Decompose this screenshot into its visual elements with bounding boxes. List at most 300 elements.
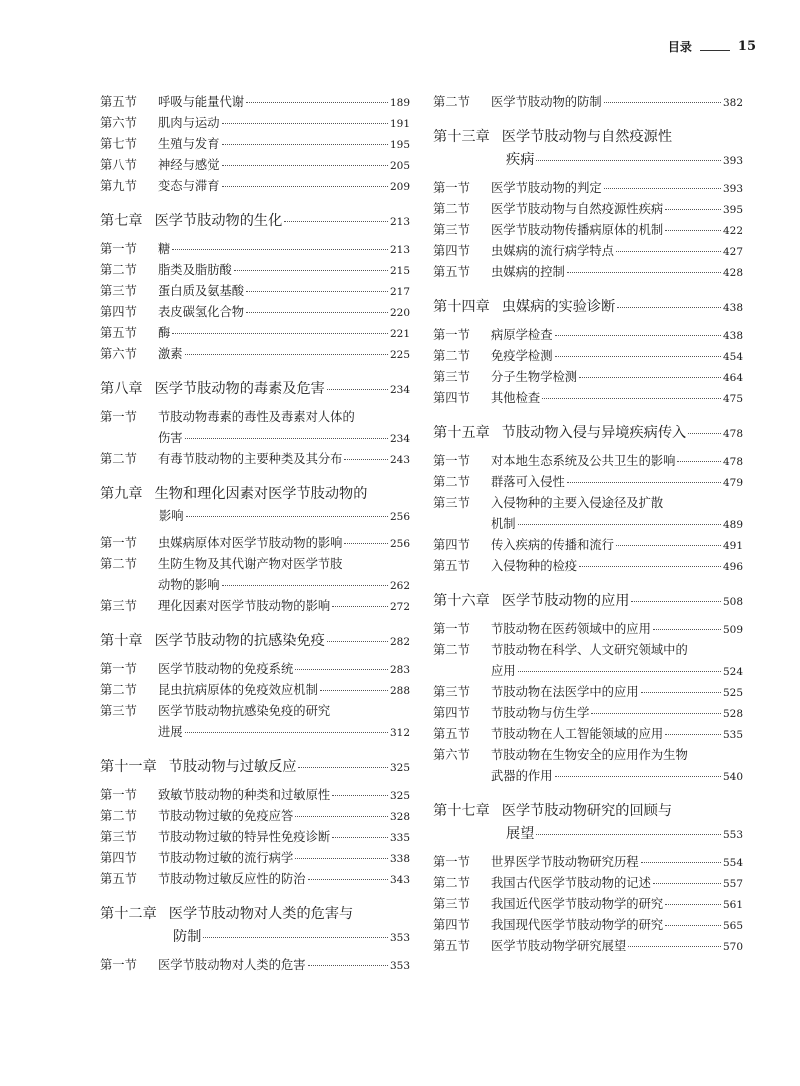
page-ref: 234: [389, 433, 410, 445]
chapter-title: 医学节肢动物的毒素及危害: [154, 381, 325, 397]
leader-dots: [567, 272, 721, 273]
chapter-title-cont: 防制: [173, 929, 202, 945]
leader-dots: [222, 186, 388, 187]
section-label: 第一节: [100, 410, 137, 424]
leader-dots: [308, 965, 388, 966]
section-title: 群落可入侵性: [491, 475, 565, 489]
toc-right-column: [433, 92, 743, 957]
section-label: 第一节: [100, 788, 137, 802]
section-title: 节肢动物与仿生学: [491, 706, 590, 720]
section-title: 入侵物种的主要入侵途径及扩散: [491, 496, 664, 510]
section-label: 第五节: [433, 265, 470, 279]
toc-section[interactable]: [100, 176, 410, 197]
leader-dots: [295, 816, 388, 817]
leader-dots: [185, 438, 388, 439]
page-ref: 438: [722, 330, 743, 342]
section-label: 第一节: [433, 181, 470, 195]
leader-dots: [628, 946, 721, 947]
toc-section[interactable]: [433, 262, 743, 283]
chapter-label: 第十四章: [433, 299, 490, 315]
page-ref: 282: [389, 636, 410, 648]
toc-left-column: [100, 92, 410, 976]
toc-section[interactable]: [100, 533, 410, 554]
chapter-label: 第九章: [100, 486, 143, 502]
page-ref: 395: [722, 204, 743, 216]
section-title-cont: 武器的作用: [491, 769, 553, 783]
page-ref: 475: [722, 393, 743, 405]
chapter-title: 生物和理化因素对医学节肢动物的: [154, 486, 368, 502]
header-rule: [700, 50, 730, 51]
toc-section[interactable]: [433, 92, 743, 113]
page-ref: 353: [389, 932, 410, 944]
leader-dots: [327, 641, 388, 642]
leader-dots: [591, 713, 721, 714]
section-title: 入侵物种的检疫: [491, 559, 578, 573]
section-label: 第四节: [100, 305, 137, 319]
toc-section[interactable]: [433, 873, 743, 894]
section-title: 节肢动物在生物安全的应用作为生物: [491, 748, 688, 762]
page-ref: 272: [389, 601, 410, 613]
section-label: 第三节: [100, 599, 137, 613]
page-ref: 256: [389, 538, 410, 550]
chapter-label: 第十章: [100, 633, 143, 649]
toc-section[interactable]: [100, 449, 410, 470]
toc-section[interactable]: [100, 302, 410, 323]
page-ref: 213: [389, 216, 410, 228]
section-title: 世界医学节肢动物研究历程: [491, 855, 639, 869]
leader-dots: [665, 904, 721, 905]
toc-section-continuation[interactable]: [433, 514, 743, 535]
section-title: 有毒节肢动物的主要种类及其分布: [158, 452, 343, 466]
leader-dots: [172, 333, 388, 334]
section-label: 第二节: [100, 557, 137, 571]
section-title: 理化因素对医学节肢动物的影响: [158, 599, 331, 613]
page-ref: 489: [722, 519, 743, 531]
section-label: 第二节: [433, 349, 470, 363]
page-ref: 570: [722, 941, 743, 953]
leader-dots: [222, 165, 388, 166]
section-title-cont: 机制: [491, 517, 516, 531]
leader-dots: [246, 291, 388, 292]
leader-dots: [665, 209, 721, 210]
toc-section[interactable]: [433, 178, 743, 199]
section-title: 生殖与发育: [158, 137, 220, 151]
toc-chapter-continuation[interactable]: [100, 926, 410, 949]
chapter-title: 虫媒病的实验诊断: [501, 299, 616, 315]
page-ref: 215: [389, 265, 410, 277]
toc-chapter[interactable]: [100, 756, 410, 779]
leader-dots: [295, 669, 388, 670]
section-label: 第六节: [100, 347, 137, 361]
toc-chapter[interactable]: [433, 422, 743, 445]
page-ref: 438: [722, 302, 743, 314]
leader-dots: [653, 883, 721, 884]
leader-dots: [246, 102, 388, 103]
chapter-title: 医学节肢动物的抗感染免疫: [154, 633, 325, 649]
toc-section[interactable]: [433, 535, 743, 556]
page-ref: 478: [722, 456, 743, 468]
section-title: 我国近代医学节肢动物学的研究: [491, 897, 664, 911]
toc-chapter[interactable]: [100, 483, 410, 506]
toc-chapter[interactable]: [433, 296, 743, 319]
section-title: 传入疾病的传播和流行: [491, 538, 614, 552]
toc-section[interactable]: [433, 367, 743, 388]
toc-section[interactable]: [433, 619, 743, 640]
leader-dots: [555, 335, 721, 336]
toc-section-continuation[interactable]: [433, 661, 743, 682]
toc-section-continuation[interactable]: [100, 575, 410, 596]
page-ref: 225: [389, 349, 410, 361]
section-label: 第三节: [433, 685, 470, 699]
leader-dots: [536, 834, 721, 835]
page-ref: 565: [722, 920, 743, 932]
page-ref: 479: [722, 477, 743, 489]
toc-chapter[interactable]: [433, 126, 743, 149]
section-label: 第一节: [100, 662, 137, 676]
section-title: 节肢动物过敏的特异性免疫诊断: [158, 830, 331, 844]
page-ref: 509: [722, 624, 743, 636]
toc-section[interactable]: [100, 680, 410, 701]
page-ref: 561: [722, 899, 743, 911]
page-ref: 243: [389, 454, 410, 466]
section-label: 第三节: [100, 704, 137, 718]
section-title: 虫媒病原体对医学节肢动物的影响: [158, 536, 343, 550]
section-label: 第六节: [433, 748, 470, 762]
page-ref: 195: [389, 139, 410, 151]
page-ref: 393: [722, 155, 743, 167]
toc-chapter[interactable]: [100, 630, 410, 653]
section-label: 第一节: [433, 328, 470, 342]
leader-dots: [641, 692, 721, 693]
section-title-cont: 伤害: [158, 431, 183, 445]
page-ref: 338: [389, 853, 410, 865]
toc-section[interactable]: [433, 703, 743, 724]
section-label: 第一节: [100, 536, 137, 550]
section-title: 神经与感觉: [158, 158, 220, 172]
toc-section[interactable]: [100, 239, 410, 260]
toc-section[interactable]: [433, 682, 743, 703]
toc-section[interactable]: [100, 701, 410, 722]
leader-dots: [186, 516, 388, 517]
section-label: 第三节: [100, 284, 137, 298]
section-title: 变态与滞育: [158, 179, 220, 193]
section-title: 其他检查: [491, 391, 541, 405]
chapter-label: 第十三章: [433, 129, 490, 145]
toc-section[interactable]: [100, 407, 410, 428]
section-title: 病原学检查: [491, 328, 553, 342]
page-ref: 454: [722, 351, 743, 363]
toc-section[interactable]: [100, 113, 410, 134]
page-ref: 353: [389, 960, 410, 972]
section-title: 免疫学检测: [491, 349, 553, 363]
leader-dots: [518, 524, 721, 525]
leader-dots: [542, 398, 721, 399]
leader-dots: [653, 629, 721, 630]
leader-dots: [665, 925, 721, 926]
chapter-label: 第十六章: [433, 593, 490, 609]
section-title-cont: 应用: [491, 664, 516, 678]
section-label: 第二节: [100, 809, 137, 823]
section-title: 肌肉与运动: [158, 116, 220, 130]
section-label: 第二节: [100, 452, 137, 466]
toc-section[interactable]: [433, 640, 743, 661]
page-ref: 262: [389, 580, 410, 592]
section-title: 医学节肢动物的防制: [491, 95, 602, 109]
section-label: 第二节: [433, 95, 470, 109]
section-label: 第五节: [100, 95, 137, 109]
section-label: 第三节: [433, 897, 470, 911]
toc-section[interactable]: [433, 915, 743, 936]
toc-section[interactable]: [433, 325, 743, 346]
chapter-title-cont: 疾病: [506, 152, 535, 168]
chapter-title: 节肢动物入侵与异境疾病传入: [501, 425, 687, 441]
section-title-cont: 动物的影响: [158, 578, 220, 592]
toc-section[interactable]: [433, 220, 743, 241]
toc-section[interactable]: [433, 936, 743, 957]
section-title: 节肢动物毒素的毒性及毒素对人体的: [158, 410, 355, 424]
leader-dots: [688, 433, 721, 434]
leader-dots: [234, 270, 388, 271]
section-label: 第二节: [433, 202, 470, 216]
leader-dots: [332, 795, 388, 796]
section-label: 第三节: [100, 830, 137, 844]
toc-section[interactable]: [433, 346, 743, 367]
section-title: 节肢动物在科学、人文研究领域中的: [491, 643, 688, 657]
chapter-label: 第十一章: [100, 759, 157, 775]
page-ref: 427: [722, 246, 743, 258]
section-title: 虫媒病的流行病学特点: [491, 244, 614, 258]
page-ref: 553: [722, 829, 743, 841]
toc-section[interactable]: [100, 134, 410, 155]
section-label: 第四节: [433, 918, 470, 932]
section-label: 第四节: [433, 706, 470, 720]
toc-section[interactable]: [433, 894, 743, 915]
leader-dots: [518, 671, 721, 672]
leader-dots: [579, 566, 721, 567]
leader-dots: [677, 461, 720, 462]
section-title: 节肢动物在人工智能领域的应用: [491, 727, 664, 741]
leader-dots: [308, 879, 388, 880]
page-ref: 220: [389, 307, 410, 319]
page-ref: 528: [722, 708, 743, 720]
toc-section[interactable]: [433, 388, 743, 409]
leader-dots: [631, 601, 720, 602]
section-label: 第八节: [100, 158, 137, 172]
page-ref: 221: [389, 328, 410, 340]
page-ref: 422: [722, 225, 743, 237]
toc-section[interactable]: [100, 92, 410, 113]
toc-section[interactable]: [100, 827, 410, 848]
section-label: 第一节: [433, 855, 470, 869]
leader-dots: [185, 732, 388, 733]
toc-section[interactable]: [433, 241, 743, 262]
section-label: 第三节: [433, 370, 470, 384]
section-label: 第四节: [433, 244, 470, 258]
toc-chapter-continuation[interactable]: [433, 149, 743, 172]
page-ref: 496: [722, 561, 743, 573]
leader-dots: [344, 543, 387, 544]
leader-dots: [332, 837, 388, 838]
chapter-label: 第十七章: [433, 803, 490, 819]
toc-section[interactable]: [100, 659, 410, 680]
section-title: 医学节肢动物的免疫系统: [158, 662, 294, 676]
toc-section[interactable]: [100, 596, 410, 617]
leader-dots: [604, 102, 721, 103]
section-title: 呼吸与能量代谢: [158, 95, 245, 109]
chapter-label: 第十二章: [100, 906, 157, 922]
toc-section[interactable]: [100, 848, 410, 869]
toc-section[interactable]: [100, 785, 410, 806]
section-title: 虫媒病的控制: [491, 265, 565, 279]
page-ref: 189: [389, 97, 410, 109]
chapter-title-cont: 影响: [159, 509, 184, 523]
section-title: 节肢动物过敏的流行病学: [158, 851, 294, 865]
section-label: 第一节: [100, 958, 137, 972]
page-ref: 393: [722, 183, 743, 195]
section-title: 脂类及脂肪酸: [158, 263, 232, 277]
section-label: 第一节: [100, 242, 137, 256]
toc-chapter-continuation[interactable]: [100, 506, 410, 527]
toc-section[interactable]: [100, 806, 410, 827]
leader-dots: [555, 776, 721, 777]
section-title: 我国现代医学节肢动物学的研究: [491, 918, 664, 932]
toc-section-continuation[interactable]: [100, 722, 410, 743]
page-ref: 525: [722, 687, 743, 699]
toc-section[interactable]: [433, 199, 743, 220]
toc-chapter[interactable]: [433, 590, 743, 613]
toc-section[interactable]: [433, 745, 743, 766]
toc-section[interactable]: [100, 554, 410, 575]
toc-section[interactable]: [433, 472, 743, 493]
chapter-title: 医学节肢动物的生化: [154, 213, 283, 229]
section-title: 激素: [158, 347, 183, 361]
section-title-cont: 进展: [158, 725, 183, 739]
page-ref: 540: [722, 771, 743, 783]
section-label: 第七节: [100, 137, 137, 151]
page-ref: 205: [389, 160, 410, 172]
section-title: 医学节肢动物与自然疫源性疾病: [491, 202, 664, 216]
chapter-title: 医学节肢动物的应用: [501, 593, 630, 609]
chapter-title-cont: 展望: [506, 826, 535, 842]
section-title: 节肢动物过敏反应性的防治: [158, 872, 306, 886]
leader-dots: [203, 937, 388, 938]
leader-dots: [555, 356, 721, 357]
section-label: 第五节: [433, 727, 470, 741]
section-title: 节肢动物过敏的免疫应答: [158, 809, 294, 823]
toc-section[interactable]: [100, 281, 410, 302]
chapter-title: 医学节肢动物研究的回顾与: [501, 803, 673, 819]
section-label: 第五节: [433, 939, 470, 953]
section-label: 第四节: [433, 538, 470, 552]
leader-dots: [185, 354, 388, 355]
toc-section[interactable]: [433, 852, 743, 873]
section-title: 酶: [158, 326, 171, 340]
leader-dots: [332, 606, 388, 607]
page-ref: 524: [722, 666, 743, 678]
chapter-label: 第十五章: [433, 425, 490, 441]
toc-section[interactable]: [100, 155, 410, 176]
section-title: 医学节肢动物抗感染免疫的研究: [158, 704, 331, 718]
page-ref: 554: [722, 857, 743, 869]
toc-chapter-continuation[interactable]: [433, 823, 743, 846]
toc-section[interactable]: [100, 260, 410, 281]
section-title: 蛋白质及氨基酸: [158, 284, 245, 298]
page-ref: 478: [722, 428, 743, 440]
toc-section-continuation[interactable]: [433, 766, 743, 787]
section-label: 第四节: [433, 391, 470, 405]
toc-section[interactable]: [100, 323, 410, 344]
page-ref: 535: [722, 729, 743, 741]
chapter-title: 节肢动物与过敏反应: [168, 759, 297, 775]
section-label: 第三节: [433, 223, 470, 237]
running-header: [668, 38, 756, 55]
leader-dots: [665, 230, 721, 231]
leader-dots: [641, 862, 721, 863]
page-ref: 557: [722, 878, 743, 890]
section-label: 第九节: [100, 179, 137, 193]
section-title: 节肢动物在法医学中的应用: [491, 685, 639, 699]
section-label: 第二节: [433, 643, 470, 657]
toc-chapter[interactable]: [433, 800, 743, 823]
header-title: 目录: [667, 40, 692, 54]
page-ref: 256: [389, 511, 410, 523]
section-title: 分子生物学检测: [491, 370, 578, 384]
section-label: 第一节: [433, 454, 470, 468]
leader-dots: [617, 307, 721, 308]
page-ref: 428: [722, 267, 743, 279]
section-title: 我国古代医学节肢动物的记述: [491, 876, 651, 890]
section-label: 第二节: [433, 475, 470, 489]
page-ref: 312: [389, 727, 410, 739]
section-title: 表皮碳氢化合物: [158, 305, 245, 319]
leader-dots: [246, 312, 388, 313]
section-label: 第五节: [433, 559, 470, 573]
toc-section[interactable]: [433, 556, 743, 577]
leader-dots: [222, 123, 388, 124]
toc-section[interactable]: [100, 344, 410, 365]
leader-dots: [665, 734, 721, 735]
toc-section[interactable]: [433, 493, 743, 514]
leader-dots: [295, 858, 388, 859]
page-ref: 213: [389, 244, 410, 256]
toc-chapter[interactable]: [100, 210, 410, 233]
section-label: 第五节: [100, 326, 137, 340]
section-label: 第五节: [100, 872, 137, 886]
section-label: 第六节: [100, 116, 137, 130]
page-ref: 335: [389, 832, 410, 844]
page-ref: 217: [389, 286, 410, 298]
leader-dots: [604, 188, 721, 189]
section-label: 第二节: [100, 263, 137, 277]
toc-chapter[interactable]: [100, 903, 410, 926]
page-ref: 491: [722, 540, 743, 552]
chapter-title: 医学节肢动物与自然疫源性: [501, 129, 673, 145]
page-ref: 328: [389, 811, 410, 823]
toc-chapter[interactable]: [100, 378, 410, 401]
section-title: 医学节肢动物学研究展望: [491, 939, 627, 953]
leader-dots: [616, 545, 721, 546]
toc-section[interactable]: [100, 955, 410, 976]
toc-section[interactable]: [433, 724, 743, 745]
page-ref: 234: [389, 384, 410, 396]
section-title: 昆虫抗病原体的免疫效应机制: [158, 683, 318, 697]
toc-section[interactable]: [433, 451, 743, 472]
leader-dots: [222, 144, 388, 145]
toc-section[interactable]: [100, 869, 410, 890]
page-ref: 283: [389, 664, 410, 676]
toc-section-continuation[interactable]: [100, 428, 410, 449]
page-ref: 288: [389, 685, 410, 697]
